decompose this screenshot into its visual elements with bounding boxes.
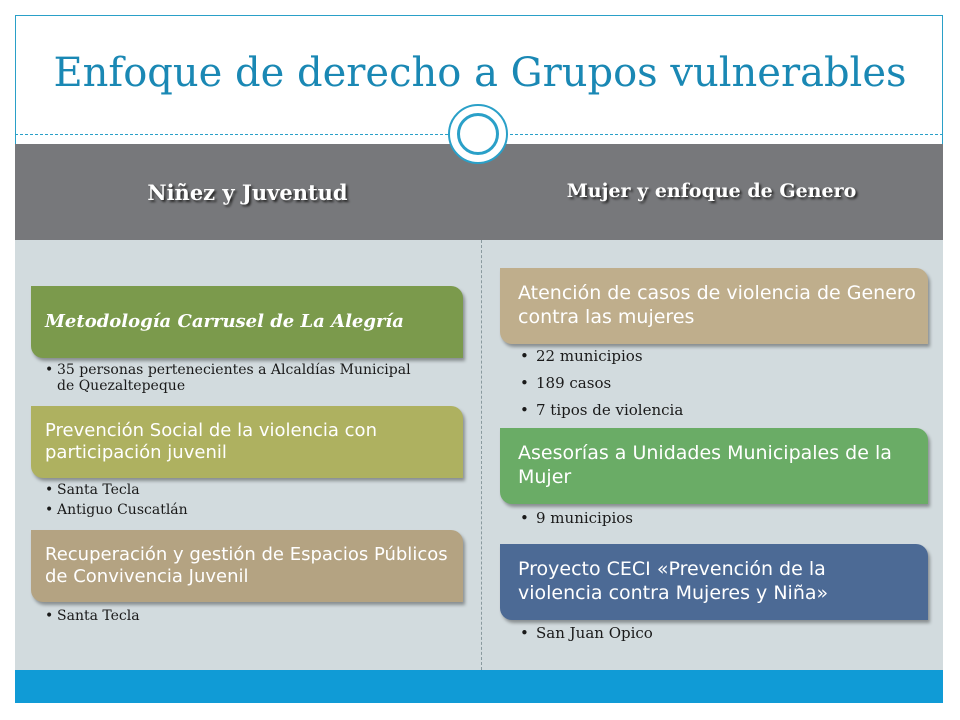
list-item: • 35 personas pertenecientes a Alcaldías Municipal de Quezaltepeque	[45, 362, 425, 394]
group-box-asesorias	[500, 428, 928, 504]
list-item: • Santa Tecla	[45, 608, 425, 624]
group-list-atencion-casos	[520, 347, 900, 428]
column-header-mujer: Mujer y enfoque de Genero	[566, 180, 857, 202]
group-heading: Proyecto CECI «Prevención de la violencia contra Mujeres y Niña»	[518, 558, 829, 604]
group-heading: Recuperación y gestión de Espacios Públicos de Convivencia Juvenil	[45, 543, 448, 587]
footer-band	[15, 670, 943, 703]
group-heading: Atención de casos de violencia de Genero contra las mujeres	[518, 282, 916, 328]
column-divider	[481, 240, 482, 670]
group-list-prevencion-social	[45, 482, 425, 522]
group-list-asesorias	[520, 509, 900, 536]
group-box-proyecto-ceci	[500, 544, 928, 620]
group-box-espacios-publicos	[31, 530, 463, 602]
circle-ornament-inner	[457, 113, 499, 155]
list-item: • 189 casos	[520, 374, 900, 401]
column-header-ninez: Niñez y Juventud	[147, 180, 348, 205]
slide-title: Enfoque de derecho a Grupos vulnerables	[53, 50, 907, 96]
list-item: • Santa Tecla	[45, 482, 425, 498]
list-item: • Antiguo Cuscatlán	[45, 502, 425, 518]
group-heading: Prevención Social de la violencia con participación juvenil	[45, 419, 377, 463]
group-heading: Asesorías a Unidades Municipales de la Mujer	[518, 442, 892, 488]
group-list-proyecto-ceci	[520, 624, 900, 651]
group-box-prevencion-social	[31, 406, 463, 478]
group-box-atencion-casos	[500, 268, 928, 344]
list-item: • 7 tipos de violencia	[520, 401, 900, 428]
list-item: • 22 municipios	[520, 347, 900, 374]
circle-ornament-icon	[448, 104, 508, 164]
group-heading: Metodología Carrusel de La Alegría	[45, 310, 404, 332]
group-list-carrusel	[45, 362, 425, 398]
group-box-carrusel	[31, 286, 463, 358]
list-item: • San Juan Opico	[520, 624, 900, 651]
group-list-espacios-publicos	[45, 608, 425, 628]
list-item: • 9 municipios	[520, 509, 900, 536]
